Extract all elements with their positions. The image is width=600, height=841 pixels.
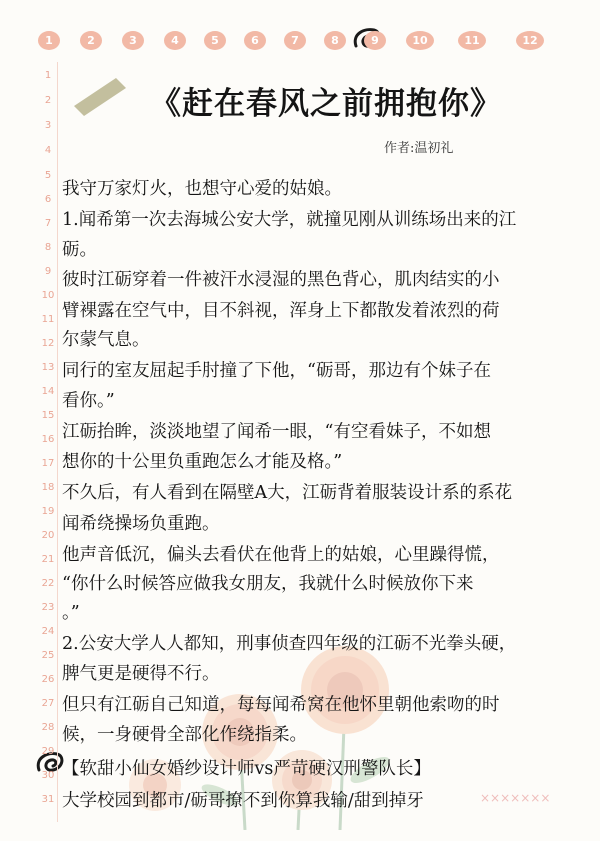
top-number: 11: [458, 31, 486, 50]
line-number: 30: [41, 770, 55, 781]
line-number: 15: [41, 410, 55, 421]
top-number: 12: [516, 31, 544, 50]
text-line: 但只有江砺自己知道，每每闻希窝在他怀里朝他索吻的时: [62, 695, 500, 715]
line-number: 12: [41, 338, 55, 349]
line-number: 16: [41, 434, 55, 445]
text-line: 2.公安大学人人都知，刑事侦查四年级的江砺不光拳头硬，: [62, 634, 517, 654]
line-number: 10: [41, 290, 55, 301]
line-number: 6: [44, 194, 52, 205]
text-line: 【软甜小仙女婚纱设计师vs严苛硬汉刑警队长】: [62, 759, 431, 779]
line-number: 24: [41, 626, 55, 637]
line-number: 9: [44, 266, 52, 277]
top-number-strip: [38, 31, 558, 53]
text-line: 脾气更是硬得不行。: [62, 664, 220, 684]
text-line: “你什么时候答应做我女朋友，我就什么时候放你下来: [62, 574, 474, 594]
line-number: 17: [41, 458, 55, 469]
text-line: 候，一身硬骨全部化作绕指柔。: [62, 725, 307, 745]
text-line: 他声音低沉，偏头去看伏在他背上的姑娘，心里躁得慌，: [62, 545, 500, 565]
text-line: 江砺抬眸，淡淡地望了闻希一眼，“有空看妹子，不如想: [62, 422, 491, 442]
line-number: 11: [41, 314, 55, 325]
svg-text:×××××××: ×××××××: [480, 791, 551, 805]
text-line: 我守万家灯火，也想守心爱的姑娘。: [62, 179, 342, 199]
top-number: 2: [80, 31, 102, 50]
top-number: 7: [284, 31, 306, 50]
top-number: 8: [324, 31, 346, 50]
line-number: 8: [44, 242, 52, 253]
line-number: 13: [41, 362, 55, 373]
top-number: 1: [38, 31, 60, 50]
line-number: 25: [41, 650, 55, 661]
line-number: 28: [41, 722, 55, 733]
line-number: 19: [41, 506, 55, 517]
top-number: 9: [364, 31, 386, 50]
text-line: 尔蒙气息。: [62, 330, 150, 350]
line-number: 1: [44, 70, 52, 81]
line-number: 14: [41, 386, 55, 397]
text-line: 同行的室友屈起手肘撞了下他，“砺哥，那边有个妹子在: [62, 361, 491, 381]
line-number: 7: [44, 218, 52, 229]
line-number: 26: [41, 674, 55, 685]
washi-tape: [70, 72, 130, 120]
text-line: 砺。: [62, 240, 97, 260]
line-number: 4: [44, 145, 52, 156]
line-number: 21: [41, 554, 55, 565]
line-number: 31: [41, 794, 55, 805]
line-number: 3: [44, 120, 52, 131]
text-line: 。”: [62, 603, 80, 623]
text-line: 想你的十公里负重跑怎么才能及格。”: [62, 452, 343, 472]
line-number: 22: [41, 578, 55, 589]
top-number: 3: [122, 31, 144, 50]
top-number: 4: [164, 31, 186, 50]
text-line: 不久后，有人看到在隔壁A大，江砺背着服装设计系的系花: [62, 483, 513, 503]
line-number: 27: [41, 698, 55, 709]
page-title: 《赶在春风之前拥抱你》: [150, 86, 502, 122]
text-line: 闻希绕操场负重跑。: [62, 514, 220, 534]
text-line: 看你。”: [62, 391, 115, 411]
line-number: 5: [44, 170, 52, 181]
line-number: 29: [41, 746, 55, 757]
text-line: 彼时江砺穿着一件被汗水浸湿的黑色背心，肌肉结实的小: [62, 270, 500, 290]
top-number: 10: [406, 31, 434, 50]
line-number: 2: [44, 95, 52, 106]
line-number: 18: [41, 482, 55, 493]
line-number: 20: [41, 530, 55, 541]
top-number: 5: [204, 31, 226, 50]
top-number: 6: [244, 31, 266, 50]
line-number: 23: [41, 602, 55, 613]
author-line: 作者:温初礼: [384, 141, 454, 156]
text-line: 大学校园到都市/砺哥撩不到你算我输/甜到掉牙: [62, 791, 424, 811]
text-line: 臂裸露在空气中，目不斜视，浑身上下都散发着浓烈的荷: [62, 301, 500, 321]
text-line: 1.闻希第一次去海城公安大学，就撞见刚从训练场出来的江: [62, 210, 517, 230]
